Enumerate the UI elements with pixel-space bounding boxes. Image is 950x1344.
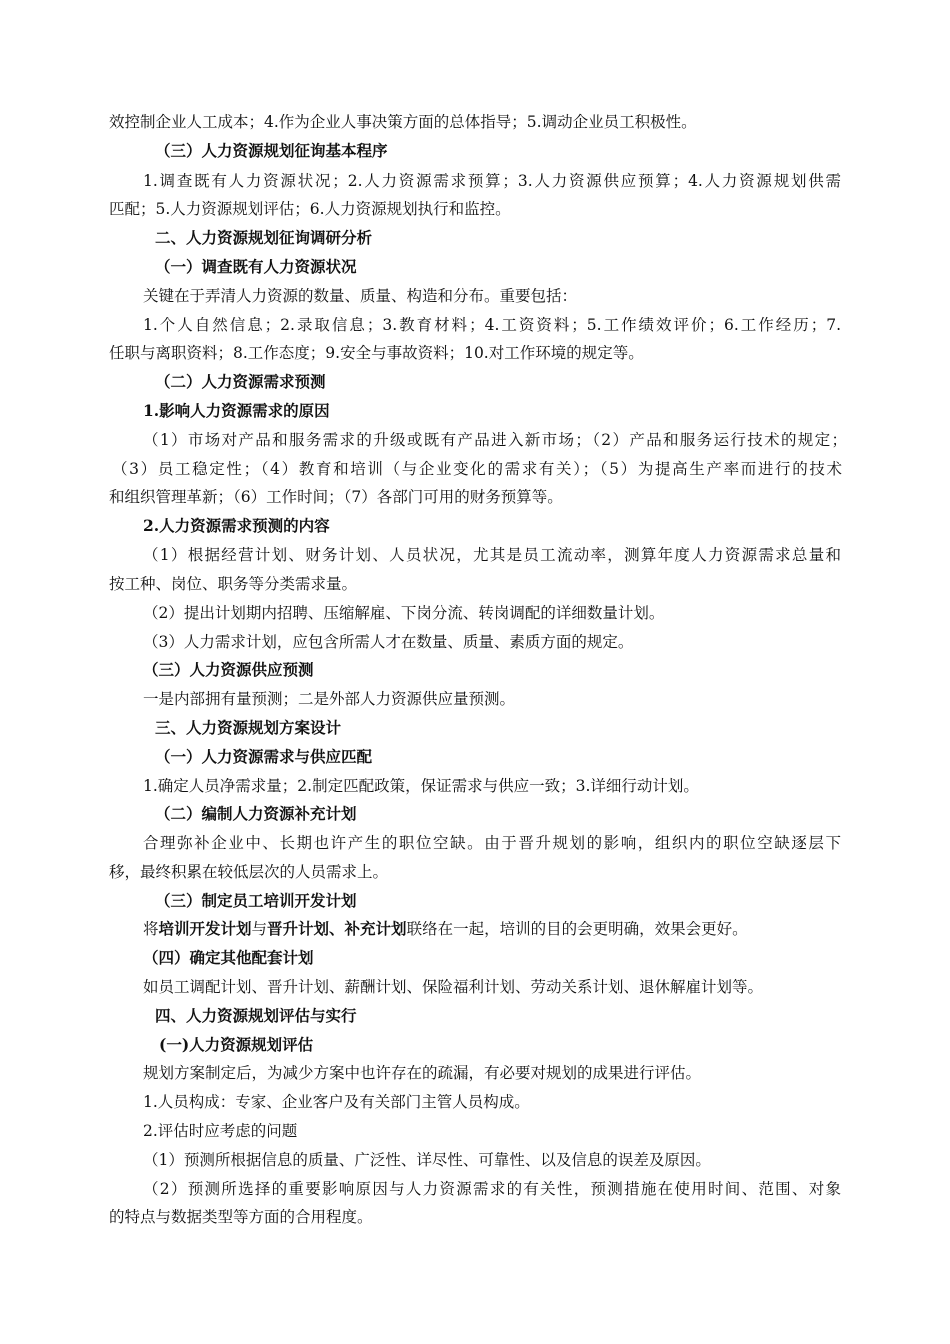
- paragraph-line: （2）预测所选择的重要影响原因与人力资源需求的有关性，预测措施在使用时间、范围、对象: [143, 1180, 841, 1198]
- emphasis-promotion-supplement-plan: 晋升计划、补充计划: [267, 919, 407, 938]
- paragraph-line: 任职与离职资料；8.工作态度；9.安全与事故资料；10.对工作环境的规定等。: [109, 344, 644, 362]
- subsection-heading: （二）编制人力资源补充计划: [155, 804, 357, 823]
- paragraph-line: 1.调查既有人力资源状况；2.人力资源需求预算；3.人力资源供应预算；4.人力资源规划供需: [143, 172, 841, 190]
- paragraph-line: （3）人力需求计划，应包含所需人才在数量、质量、素质方面的规定。: [143, 633, 634, 651]
- text-segment: 将: [143, 920, 159, 938]
- emphasis-training-plan: 培训开发计划: [158, 919, 252, 938]
- paragraph-line: [143, 919, 748, 939]
- text-segment: 与: [251, 920, 268, 938]
- subsection-heading: （一）调查既有人力资源状况: [155, 257, 357, 276]
- section-heading: 四、人力资源规划评估与实行: [155, 1006, 357, 1025]
- paragraph-line: （2）提出计划期内招聘、压缩解雇、下岗分流、转岗调配的详细数量计划。: [143, 604, 665, 622]
- paragraph-line: 1.确定人员净需求量；2.制定匹配政策，保证需求与供应一致；3.详细行动计划。: [143, 777, 699, 795]
- text-segment: 联络在一起，培训的目的会更明确，效果会更好。: [406, 920, 748, 938]
- paragraph-line: 匹配；5.人力资源规划评估；6.人力资源规划执行和监控。: [109, 200, 511, 218]
- subsection-heading: （四）确定其他配套计划: [143, 948, 314, 967]
- paragraph-line: 移，最终积累在较低层次的人员需求上。: [109, 863, 389, 881]
- subsection-heading: （一）人力资源需求与供应匹配: [155, 747, 373, 766]
- subsection-heading: (一)人力资源规划评估: [159, 1035, 314, 1054]
- paragraph-line: 的特点与数据类型等方面的合用程度。: [109, 1208, 373, 1226]
- paragraph-line: 按工种、岗位、职务等分类需求量。: [109, 575, 358, 593]
- paragraph-line: 1.个人自然信息；2.录取信息；3.教育材料；4.工资资料；5.工作绩效评价；6.工作经历；7.: [143, 316, 841, 334]
- paragraph-line: 关键在于弄清人力资源的数量、质量、构造和分布。重要包括：: [143, 287, 578, 305]
- paragraph-line: 效控制企业人工成本；4.作为企业人事决策方面的总体指导；5.调动企业员工积极性。: [109, 113, 697, 131]
- subsection-heading: （三）人力资源规划征询基本程序: [155, 141, 388, 160]
- section-heading: 三、人力资源规划方案设计: [155, 718, 342, 737]
- subsection-heading: （三）人力资源供应预测: [143, 660, 314, 679]
- paragraph-line: 合理弥补企业中、长期也许产生的职位空缺。由于晋升规划的影响，组织内的职位空缺逐层下: [143, 834, 841, 852]
- subsection-heading: 2.人力资源需求预测的内容: [143, 516, 330, 535]
- paragraph-line: 如员工调配计划、晋升计划、薪酬计划、保险福利计划、劳动关系计划、退休解雇计划等。: [143, 978, 764, 996]
- paragraph-line: （1）市场对产品和服务需求的升级或既有产品进入新市场；（2）产品和服务运行技术的规定；: [143, 431, 847, 449]
- section-heading: 二、人力资源规划征询调研分析: [155, 228, 373, 247]
- paragraph-line: 一是内部拥有量预测；二是外部人力资源供应量预测。: [143, 690, 516, 708]
- paragraph-line: （1）预测所根据信息的质量、广泛性、详尽性、可靠性、以及信息的误差及原因。: [143, 1151, 711, 1169]
- paragraph-line: 和组织管理革新；（6）工作时间；（7）各部门可用的财务预算等。: [109, 488, 563, 506]
- paragraph-line: 2.评估时应考虑的问题: [143, 1122, 298, 1140]
- paragraph-line: （1）根据经营计划、财务计划、人员状况，尤其是员工流动率，测算年度人力资源需求总量和: [143, 546, 841, 564]
- subsection-heading: （二）人力资源需求预测: [155, 372, 326, 391]
- paragraph-line: 1.人员构成：专家、企业客户及有关部门主管人员构成。: [143, 1093, 530, 1111]
- paragraph-line: 规划方案制定后，为减少方案中也许存在的疏漏，有必要对规划的成果进行评估。: [143, 1064, 702, 1082]
- paragraph-line: （3）员工稳定性；（4）教育和培训（与企业变化的需求有关）；（5）为提高生产率而进行的技术: [112, 460, 842, 478]
- subsection-heading: 1.影响人力资源需求的原因: [143, 401, 330, 420]
- subsection-heading: （三）制定员工培训开发计划: [155, 891, 357, 910]
